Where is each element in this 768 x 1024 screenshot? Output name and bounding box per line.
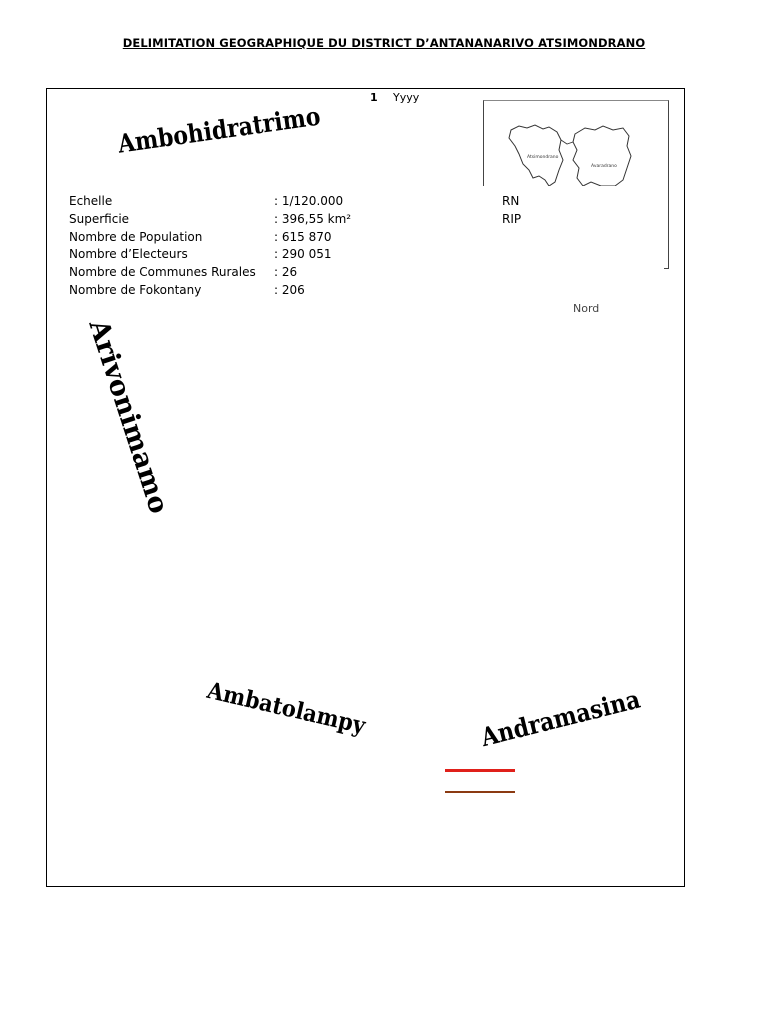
page-title: DELIMITATION GEOGRAPHIQUE DU DISTRICT D’ANTANANARIVO ATSIMONDRANO [122, 36, 646, 50]
info-value: : 26 [274, 265, 298, 279]
neighbor-label-south: Ambatolampy [204, 676, 369, 740]
info-label: Superficie [69, 212, 130, 226]
info-value: : 290 051 [274, 247, 332, 261]
info-label: Nombre de Population [69, 230, 203, 244]
neighbor-label-west: Arivonimamo [82, 316, 175, 518]
info-label: Echelle [69, 194, 113, 208]
header-text: Yyyy [393, 91, 420, 104]
info-value: : 615 870 [274, 230, 332, 244]
inset-region-avaradrano [573, 126, 631, 186]
neighbor-label-southeast: Andramasina [478, 684, 644, 754]
page-number: 1 [370, 91, 378, 104]
legend-line-rn [445, 769, 515, 772]
legend-line-rip [445, 791, 515, 793]
legend-label-rip: RIP [502, 212, 522, 226]
inset-label-left: Atsimondrano [527, 155, 559, 160]
info-value: : 206 [274, 283, 305, 297]
north-label: Nord [573, 302, 600, 315]
info-label: Nombre de Fokontany [69, 283, 202, 297]
info-panel [64, 186, 664, 306]
info-label: Nombre de Communes Rurales [69, 265, 256, 279]
info-value: : 1/120.000 [274, 194, 344, 208]
inset-label-right: Avaradrano [591, 164, 617, 169]
legend-label-rn: RN [502, 194, 520, 208]
info-label: Nombre d’Electeurs [69, 247, 188, 261]
inset-map [505, 124, 635, 188]
info-value: : 396,55 km² [274, 212, 352, 226]
neighbor-label-north: Ambohidratrimo [116, 101, 323, 160]
